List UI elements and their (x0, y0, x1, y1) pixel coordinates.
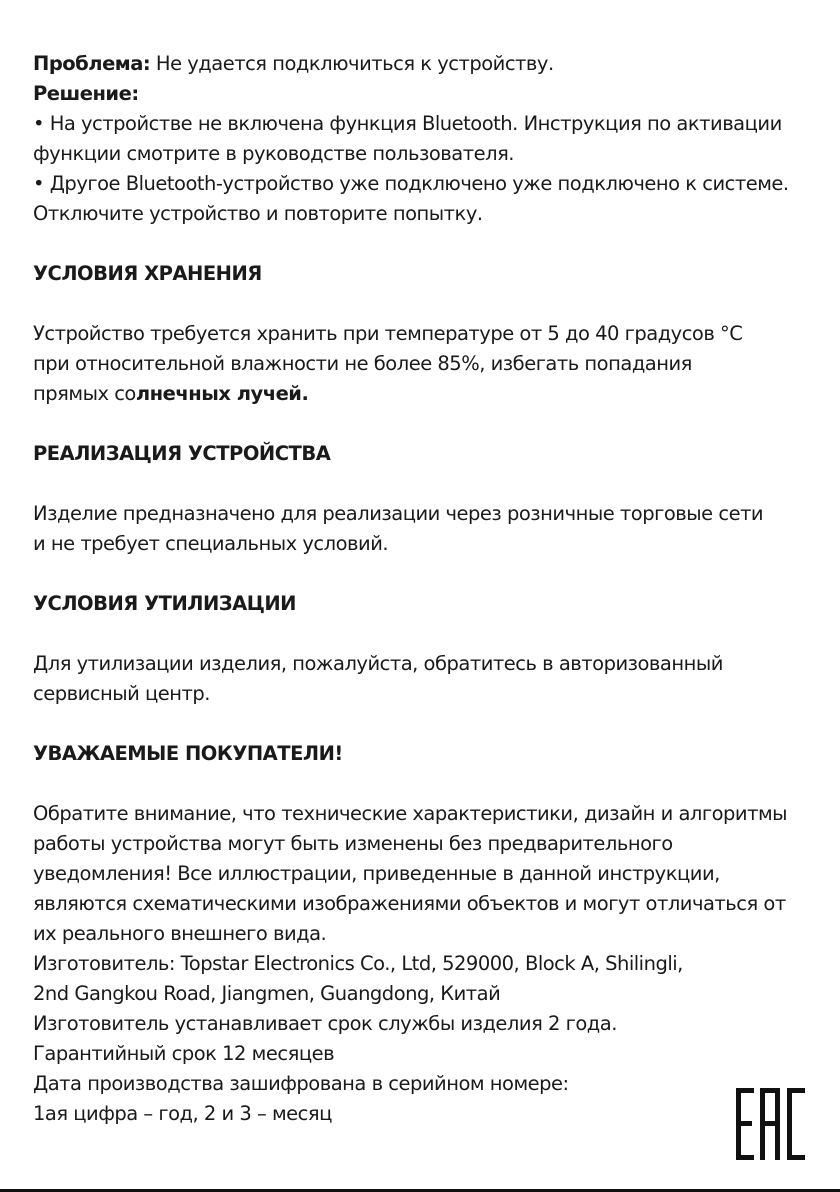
solution-line-4: Отключите устройство и повторите попытку. (33, 202, 483, 225)
warranty-line: Гарантийный срок 12 месяцев (33, 1042, 335, 1065)
storage-line-3-regular: прямых со (33, 382, 136, 405)
storage-line-2: при относительной влажности не более 85%, избегать попадания (33, 352, 692, 375)
storage-line-3-bold: лнечных лучей. (135, 382, 309, 405)
eac-mark-icon (736, 1088, 806, 1160)
disposal-line-1: Для утилизации изделия, пожалуйста, обратитесь в авторизованный (33, 652, 723, 675)
solution-line-2: функции смотрите в руководстве пользователя. (33, 142, 515, 165)
spacer (33, 409, 823, 439)
sale-line-2: и не требует специальных условий. (33, 532, 389, 555)
storage-line-3 (33, 379, 823, 409)
problem-label: Проблема: (33, 52, 151, 75)
spacer (33, 559, 823, 589)
customers-line-4: являются схематическими изображениями объектов и могут отличаться от (33, 892, 786, 915)
sale-heading: РЕАЛИЗАЦИЯ УСТРОЙСТВА (33, 442, 331, 465)
solution-line-1: • На устройстве не включена функция Bluetooth. Инструкция по активации (33, 112, 782, 135)
customers-heading: УВАЖАЕМЫЕ ПОКУПАТЕЛИ! (33, 742, 343, 765)
problem-text: Не удается подключиться к устройству. (150, 52, 554, 75)
customers-line-1: Обратите внимание, что технические характеристики, дизайн и алгоритмы (33, 802, 788, 825)
spacer (33, 289, 823, 319)
production-date-line: Дата производства зашифрована в серийном номере: (33, 1072, 569, 1095)
customers-line-3: уведомления! Все иллюстрации, приведенные в данной инструкции, (33, 862, 720, 885)
document-page (33, 49, 823, 1129)
date-code-line: 1ая цифра – год, 2 и 3 – месяц (33, 1102, 332, 1125)
spacer (33, 709, 823, 739)
spacer (33, 769, 823, 799)
storage-heading: УСЛОВИЯ ХРАНЕНИЯ (33, 262, 262, 285)
spacer (33, 619, 823, 649)
problem-line (33, 49, 823, 79)
service-life-line: Изготовитель устанавливает срок службы изделия 2 года. (33, 1012, 617, 1035)
customers-line-5: их реального внешнего вида. (33, 922, 327, 945)
disposal-heading: УСЛОВИЯ УТИЛИЗАЦИИ (33, 592, 296, 615)
spacer (33, 229, 823, 259)
manufacturer-line-2: 2nd Gangkou Road, Jiangmen, Guangdong, Китай (33, 982, 501, 1005)
customers-line-2: работы устройства могут быть изменены без предварительного (33, 832, 673, 855)
solution-label: Решение: (33, 82, 139, 105)
solution-line-3: • Другое Bluetooth-устройство уже подключено уже подключено к системе. (33, 172, 789, 195)
spacer (33, 469, 823, 499)
storage-line-1: Устройство требуется хранить при температуре от 5 до 40 градусов °С (33, 322, 743, 345)
disposal-line-2: сервисный центр. (33, 682, 210, 705)
manufacturer-line-1: Изготовитель: Topstar Electronics Co., Ltd, 529000, Block A, Shilingli, (33, 952, 683, 975)
sale-line-1: Изделие предназначено для реализации через розничные торговые сети (33, 502, 764, 525)
